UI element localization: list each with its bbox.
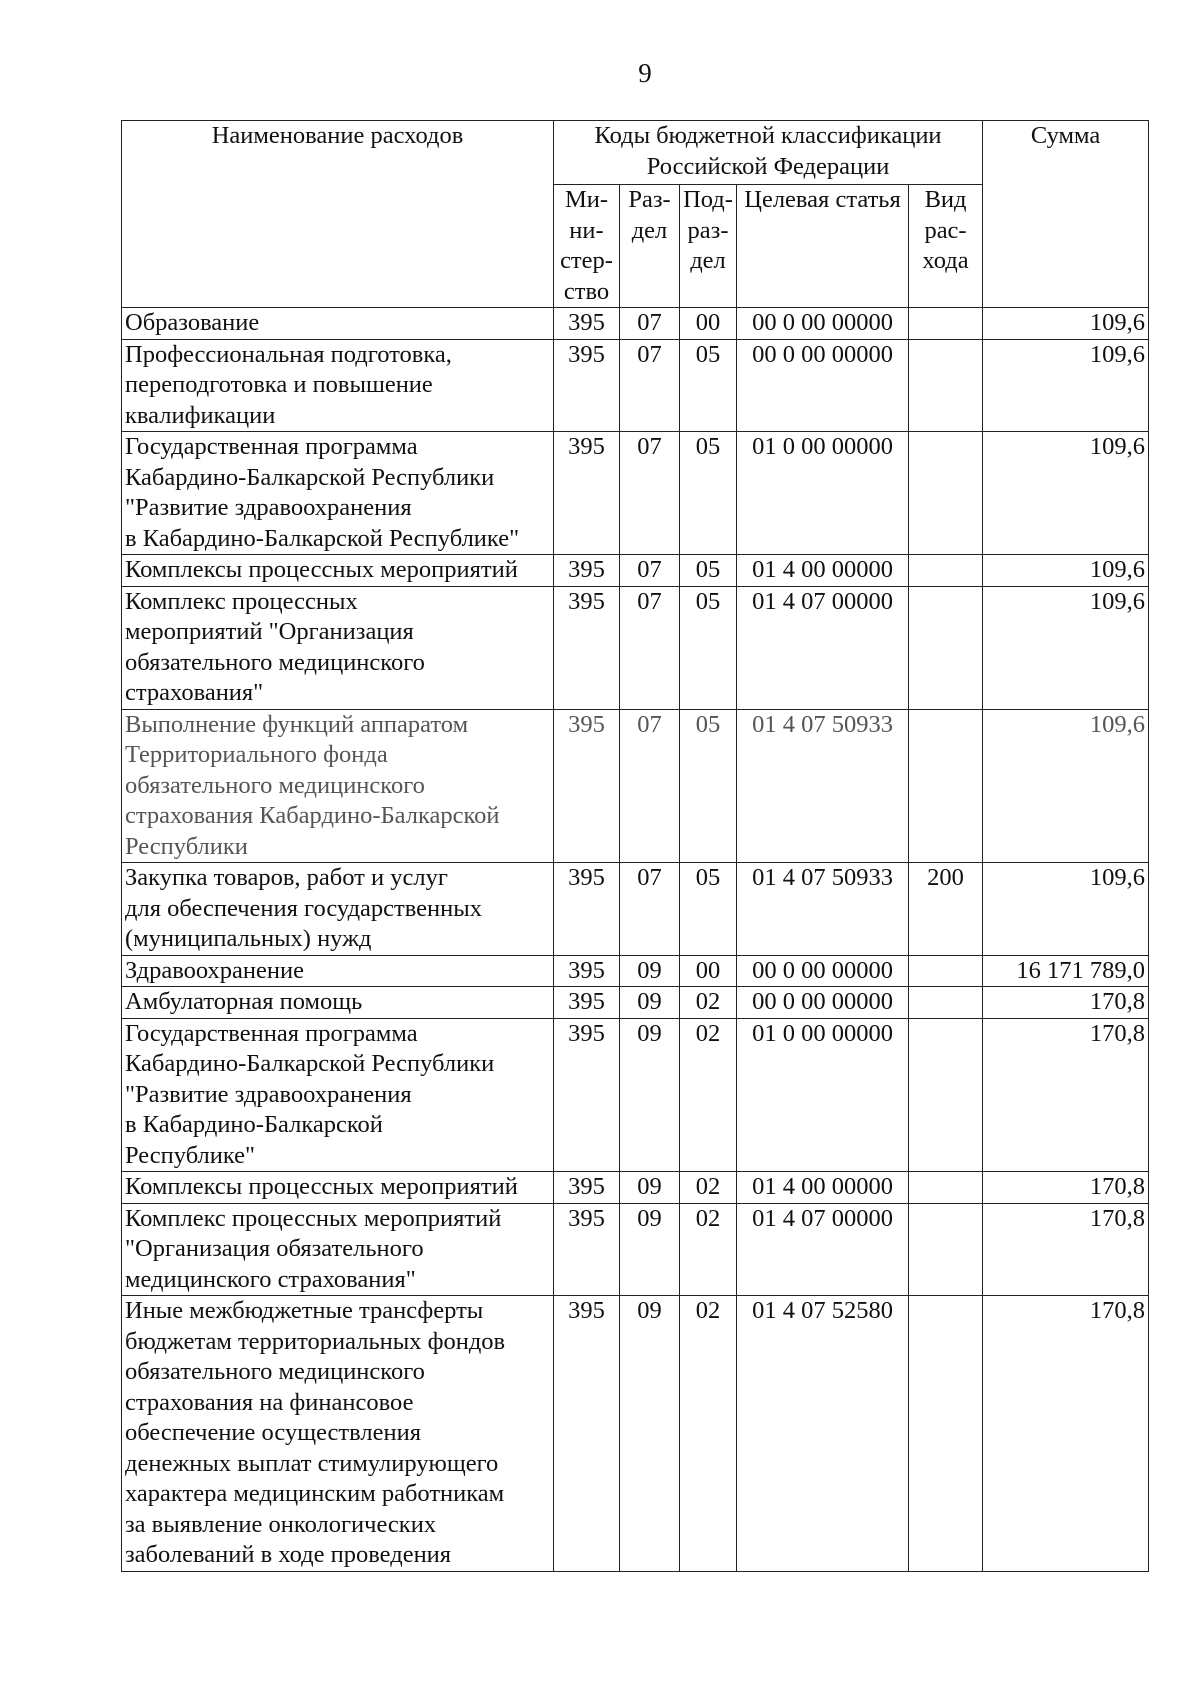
row-ministry: 395 xyxy=(554,432,620,555)
table-header xyxy=(122,121,1149,308)
row-target: 01 4 07 00000 xyxy=(737,586,909,709)
row-type xyxy=(909,339,983,432)
row-sum: 170,8 xyxy=(983,1296,1149,1572)
row-target: 01 4 07 50933 xyxy=(737,863,909,956)
row-section: 09 xyxy=(620,1203,680,1296)
row-name: Выполнение функций аппаратом Территориального фонда обязательного медицинского страхования Кабардино-Балкарской Республики xyxy=(122,709,554,863)
row-ministry: 395 xyxy=(554,1296,620,1572)
header-section: Раз- дел xyxy=(620,185,680,308)
row-sum: 109,6 xyxy=(983,339,1149,432)
row-sum: 109,6 xyxy=(983,709,1149,863)
row-target: 01 4 07 52580 xyxy=(737,1296,909,1572)
row-type xyxy=(909,987,983,1019)
table-row xyxy=(122,1296,1149,1572)
row-type xyxy=(909,1018,983,1172)
row-type xyxy=(909,955,983,987)
row-ministry: 395 xyxy=(554,586,620,709)
row-target: 01 4 00 00000 xyxy=(737,555,909,587)
row-sum: 109,6 xyxy=(983,586,1149,709)
row-ministry: 395 xyxy=(554,1018,620,1172)
row-subsection: 05 xyxy=(680,586,737,709)
row-sum: 170,8 xyxy=(983,1203,1149,1296)
row-section: 07 xyxy=(620,555,680,587)
row-target: 00 0 00 00000 xyxy=(737,308,909,340)
row-ministry: 395 xyxy=(554,987,620,1019)
row-type: 200 xyxy=(909,863,983,956)
row-name: Комплекс процессных мероприятий "Организация обязательного медицинского страхования" xyxy=(122,1203,554,1296)
row-type xyxy=(909,432,983,555)
header-sum: Сумма xyxy=(983,121,1149,308)
table-row xyxy=(122,555,1149,587)
row-ministry: 395 xyxy=(554,555,620,587)
table-body xyxy=(122,308,1149,1572)
header-name: Наименование расходов xyxy=(122,121,554,308)
expenses-table xyxy=(121,120,1149,1572)
header-codes-group: Коды бюджетной классификации Российской Федерации xyxy=(554,121,983,185)
table-row xyxy=(122,586,1149,709)
table-row xyxy=(122,1203,1149,1296)
header-target: Целевая статья xyxy=(737,185,909,308)
row-subsection: 02 xyxy=(680,1296,737,1572)
table-row xyxy=(122,1018,1149,1172)
row-target: 01 0 00 00000 xyxy=(737,1018,909,1172)
row-name: Комплексы процессных мероприятий xyxy=(122,1172,554,1204)
row-subsection: 02 xyxy=(680,1203,737,1296)
row-type xyxy=(909,1172,983,1204)
row-sum: 170,8 xyxy=(983,987,1149,1019)
table-row xyxy=(122,308,1149,340)
row-section: 07 xyxy=(620,432,680,555)
row-type xyxy=(909,709,983,863)
row-name: Закупка товаров, работ и услуг для обеспечения государственных (муниципальных) нужд xyxy=(122,863,554,956)
row-subsection: 05 xyxy=(680,863,737,956)
row-ministry: 395 xyxy=(554,709,620,863)
row-type xyxy=(909,308,983,340)
header-subsection: Под- раз- дел xyxy=(680,185,737,308)
table-row xyxy=(122,1172,1149,1204)
row-subsection: 02 xyxy=(680,1172,737,1204)
row-ministry: 395 xyxy=(554,308,620,340)
row-sum: 170,8 xyxy=(983,1172,1149,1204)
row-name: Иные межбюджетные трансферты бюджетам территориальных фондов обязательного медицинского страхования на финансовое обеспечение осуществления денежных выплат стимулирующего характера медицинским работникам за выявление онкологических заболеваний в ходе проведения xyxy=(122,1296,554,1572)
row-sum: 109,6 xyxy=(983,863,1149,956)
table-row xyxy=(122,987,1149,1019)
row-ministry: 395 xyxy=(554,863,620,956)
row-ministry: 395 xyxy=(554,339,620,432)
row-section: 07 xyxy=(620,339,680,432)
table-row xyxy=(122,863,1149,956)
row-name: Комплексы процессных мероприятий xyxy=(122,555,554,587)
row-section: 07 xyxy=(620,709,680,863)
row-target: 01 4 07 00000 xyxy=(737,1203,909,1296)
row-section: 09 xyxy=(620,1172,680,1204)
row-section: 09 xyxy=(620,955,680,987)
row-section: 07 xyxy=(620,586,680,709)
header-type: Вид рас- хода xyxy=(909,185,983,308)
table-row xyxy=(122,955,1149,987)
row-subsection: 00 xyxy=(680,308,737,340)
row-section: 09 xyxy=(620,987,680,1019)
row-target: 00 0 00 00000 xyxy=(737,955,909,987)
row-name: Здравоохранение xyxy=(122,955,554,987)
row-target: 01 0 00 00000 xyxy=(737,432,909,555)
row-target: 00 0 00 00000 xyxy=(737,987,909,1019)
row-sum: 109,6 xyxy=(983,555,1149,587)
row-section: 07 xyxy=(620,308,680,340)
row-type xyxy=(909,586,983,709)
row-name: Государственная программа Кабардино-Балкарской Республики "Развитие здравоохранения в Кабардино-Балкарской Республике" xyxy=(122,432,554,555)
table-row xyxy=(122,432,1149,555)
row-ministry: 395 xyxy=(554,1203,620,1296)
row-type xyxy=(909,1203,983,1296)
row-subsection: 05 xyxy=(680,432,737,555)
row-target: 01 4 00 00000 xyxy=(737,1172,909,1204)
row-name: Образование xyxy=(122,308,554,340)
row-name: Комплекс процессных мероприятий "Организация обязательного медицинского страхования" xyxy=(122,586,554,709)
row-subsection: 05 xyxy=(680,709,737,863)
row-sum: 170,8 xyxy=(983,1018,1149,1172)
page-number: 9 xyxy=(638,58,652,88)
row-sum: 109,6 xyxy=(983,432,1149,555)
row-ministry: 395 xyxy=(554,955,620,987)
table-row xyxy=(122,709,1149,863)
row-subsection: 05 xyxy=(680,555,737,587)
row-sum: 16 171 789,0 xyxy=(983,955,1149,987)
table-row xyxy=(122,339,1149,432)
row-sum: 109,6 xyxy=(983,308,1149,340)
row-type xyxy=(909,1296,983,1572)
row-target: 00 0 00 00000 xyxy=(737,339,909,432)
row-section: 09 xyxy=(620,1296,680,1572)
row-name: Государственная программа Кабардино-Балкарской Республики "Развитие здравоохранения в Кабардино-Балкарской Республике" xyxy=(122,1018,554,1172)
row-subsection: 02 xyxy=(680,1018,737,1172)
row-ministry: 395 xyxy=(554,1172,620,1204)
row-subsection: 02 xyxy=(680,987,737,1019)
row-name: Профессиональная подготовка, переподготовка и повышение квалификации xyxy=(122,339,554,432)
header-ministry: Ми- ни- стер- ство xyxy=(554,185,620,308)
row-subsection: 05 xyxy=(680,339,737,432)
row-name: Амбулаторная помощь xyxy=(122,987,554,1019)
row-section: 09 xyxy=(620,1018,680,1172)
row-section: 07 xyxy=(620,863,680,956)
row-type xyxy=(909,555,983,587)
row-subsection: 00 xyxy=(680,955,737,987)
row-target: 01 4 07 50933 xyxy=(737,709,909,863)
